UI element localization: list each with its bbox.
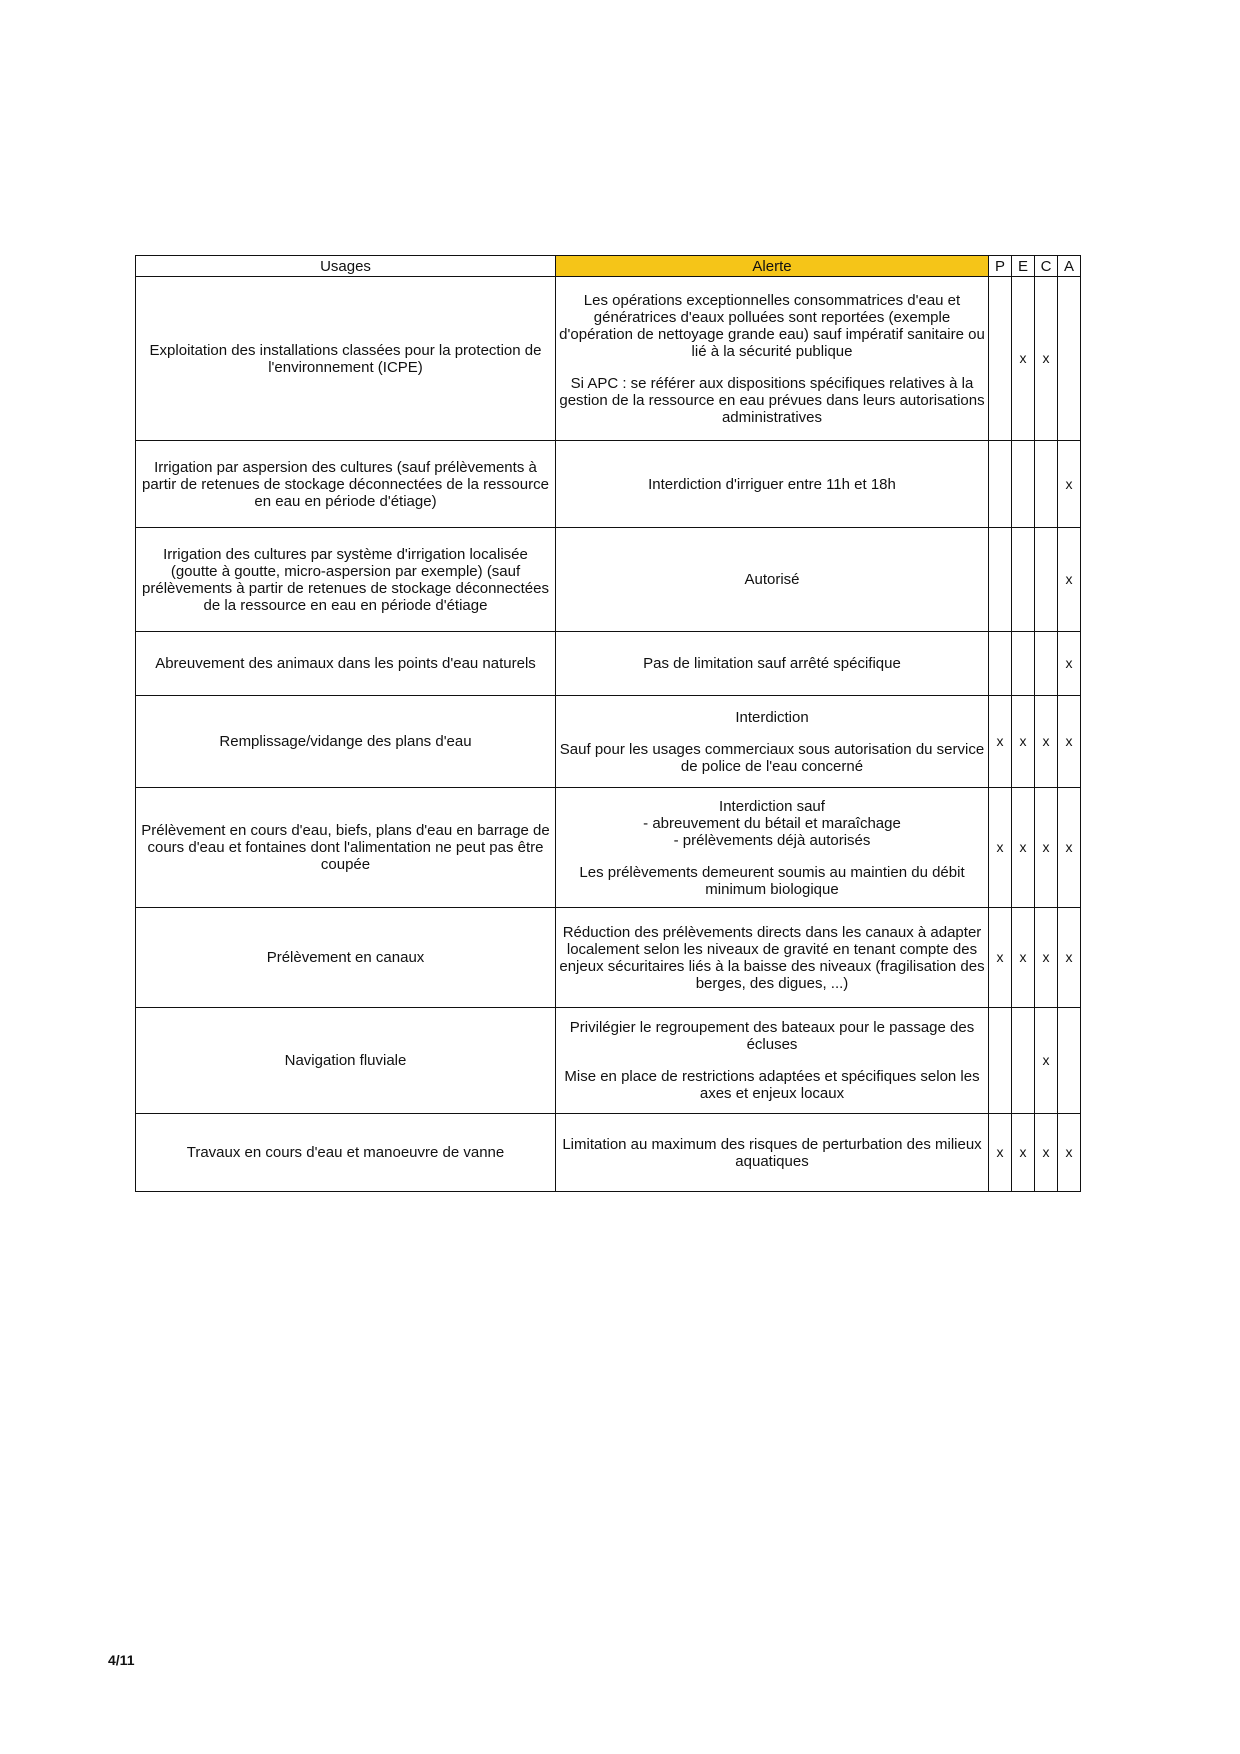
header-a: A	[1058, 256, 1081, 277]
alerte-text: Autorisé	[744, 571, 800, 588]
flag-p: x	[989, 696, 1012, 788]
alerte-cell	[556, 441, 989, 528]
table-row	[136, 788, 1081, 908]
table-row	[136, 908, 1081, 1008]
flag-c: x	[1035, 788, 1058, 908]
alerte-cell	[556, 788, 989, 908]
flag-a: x	[1058, 908, 1081, 1008]
usage-cell: Irrigation des cultures par système d'irrigation localisée (goutte à goutte, micro-aspersion par exemple) (sauf prélèvements à partir de retenues de stockage déconnectées de la ressource en eau en période d'étiage	[136, 528, 556, 632]
flag-e: x	[1012, 1114, 1035, 1192]
flag-a: x	[1058, 696, 1081, 788]
flag-c: x	[1035, 1008, 1058, 1114]
table-row	[136, 528, 1081, 632]
flag-p: x	[989, 788, 1012, 908]
alerte-text: Interdiction	[735, 708, 809, 726]
flag-a: x	[1058, 1114, 1081, 1192]
header-c: C	[1035, 256, 1058, 277]
flag-c: x	[1035, 1114, 1058, 1192]
restrictions-table	[135, 255, 1081, 1192]
flag-e	[1012, 441, 1035, 528]
alerte-cell	[556, 908, 989, 1008]
alerte-cell	[556, 696, 989, 788]
table-row	[136, 1008, 1081, 1114]
usage-cell: Abreuvement des animaux dans les points d'eau naturels	[136, 632, 556, 696]
header-usages: Usages	[136, 256, 556, 277]
flag-a	[1058, 277, 1081, 441]
alerte-block	[559, 798, 985, 849]
flag-a: x	[1058, 788, 1081, 908]
flag-p	[989, 277, 1012, 441]
flag-p	[989, 632, 1012, 696]
alerte-text: Mise en place de restrictions adaptées et spécifiques selon les axes et enjeux locaux	[564, 1068, 980, 1102]
alerte-text: Sauf pour les usages commerciaux sous autorisation du service de police de l'eau concerné	[559, 740, 985, 775]
flag-e: x	[1012, 696, 1035, 788]
flag-e: x	[1012, 788, 1035, 908]
flag-c: x	[1035, 277, 1058, 441]
flag-p: x	[989, 908, 1012, 1008]
flag-c: x	[1035, 696, 1058, 788]
alerte-text: Les opérations exceptionnelles consommatrices d'eau et génératrices d'eaux polluées sont reportées (exemple d'opération de nettoyage grande eau) sauf impératif sanitaire ou lié à la sécurité publique	[559, 291, 985, 360]
alerte-cell	[556, 1008, 989, 1114]
flag-a: x	[1058, 441, 1081, 528]
page-number: 4/11	[108, 1652, 135, 1668]
flag-p	[989, 1008, 1012, 1114]
flag-e: x	[1012, 277, 1035, 441]
alerte-cell	[556, 632, 989, 696]
flag-p: x	[989, 1114, 1012, 1192]
flag-e	[1012, 1008, 1035, 1114]
table-header-row	[136, 256, 1081, 277]
flag-c	[1035, 632, 1058, 696]
flag-a	[1058, 1008, 1081, 1114]
table-row	[136, 441, 1081, 528]
alerte-line: - prélèvements déjà autorisés	[673, 831, 871, 849]
alerte-text: Les prélèvements demeurent soumis au maintien du débit minimum biologique	[579, 863, 965, 898]
alerte-text: Si APC : se référer aux dispositions spécifiques relatives à la gestion de la ressource en eau prévues dans leurs autorisations administratives	[559, 374, 985, 426]
usage-cell: Navigation fluviale	[136, 1008, 556, 1114]
table-row	[136, 632, 1081, 696]
flag-e: x	[1012, 908, 1035, 1008]
table-row	[136, 277, 1081, 441]
flag-p	[989, 528, 1012, 632]
alerte-text: Limitation au maximum des risques de perturbation des milieux aquatiques	[562, 1135, 982, 1170]
table-row	[136, 1114, 1081, 1192]
header-p: P	[989, 256, 1012, 277]
alerte-text: Réduction des prélèvements directs dans les canaux à adapter localement selon les niveaux de gravité en tenant compte des enjeux sécuritaires liés à la baisse des niveaux (fragilisation des berges, des digues, ...)	[559, 923, 985, 992]
alerte-text: Pas de limitation sauf arrêté spécifique	[643, 655, 901, 672]
usage-cell: Travaux en cours d'eau et manoeuvre de vanne	[136, 1114, 556, 1192]
header-e: E	[1012, 256, 1035, 277]
flag-a: x	[1058, 528, 1081, 632]
flag-c	[1035, 528, 1058, 632]
alerte-cell	[556, 277, 989, 441]
alerte-line: Interdiction sauf	[719, 797, 825, 815]
table-row	[136, 696, 1081, 788]
header-alerte: Alerte	[556, 256, 989, 277]
flag-a: x	[1058, 632, 1081, 696]
alerte-text: Interdiction d'irriguer entre 11h et 18h	[648, 475, 896, 493]
usage-cell: Exploitation des installations classées pour la protection de l'environnement (ICPE)	[136, 277, 556, 441]
flag-p	[989, 441, 1012, 528]
usage-cell: Prélèvement en canaux	[136, 908, 556, 1008]
alerte-text: Privilégier le regroupement des bateaux pour le passage des écluses	[569, 1019, 975, 1053]
flag-e	[1012, 528, 1035, 632]
flag-e	[1012, 632, 1035, 696]
flag-c: x	[1035, 908, 1058, 1008]
usage-cell: Irrigation par aspersion des cultures (sauf prélèvements à partir de retenues de stockage déconnectées de la ressource en eau en période d'étiage)	[136, 441, 556, 528]
alerte-cell	[556, 1114, 989, 1192]
flag-c	[1035, 441, 1058, 528]
usage-cell: Remplissage/vidange des plans d'eau	[136, 696, 556, 788]
alerte-line: - abreuvement du bétail et maraîchage	[643, 814, 901, 832]
usage-cell: Prélèvement en cours d'eau, biefs, plans d'eau en barrage de cours d'eau et fontaines dont l'alimentation ne peut pas être coupée	[136, 788, 556, 908]
alerte-cell	[556, 528, 989, 632]
